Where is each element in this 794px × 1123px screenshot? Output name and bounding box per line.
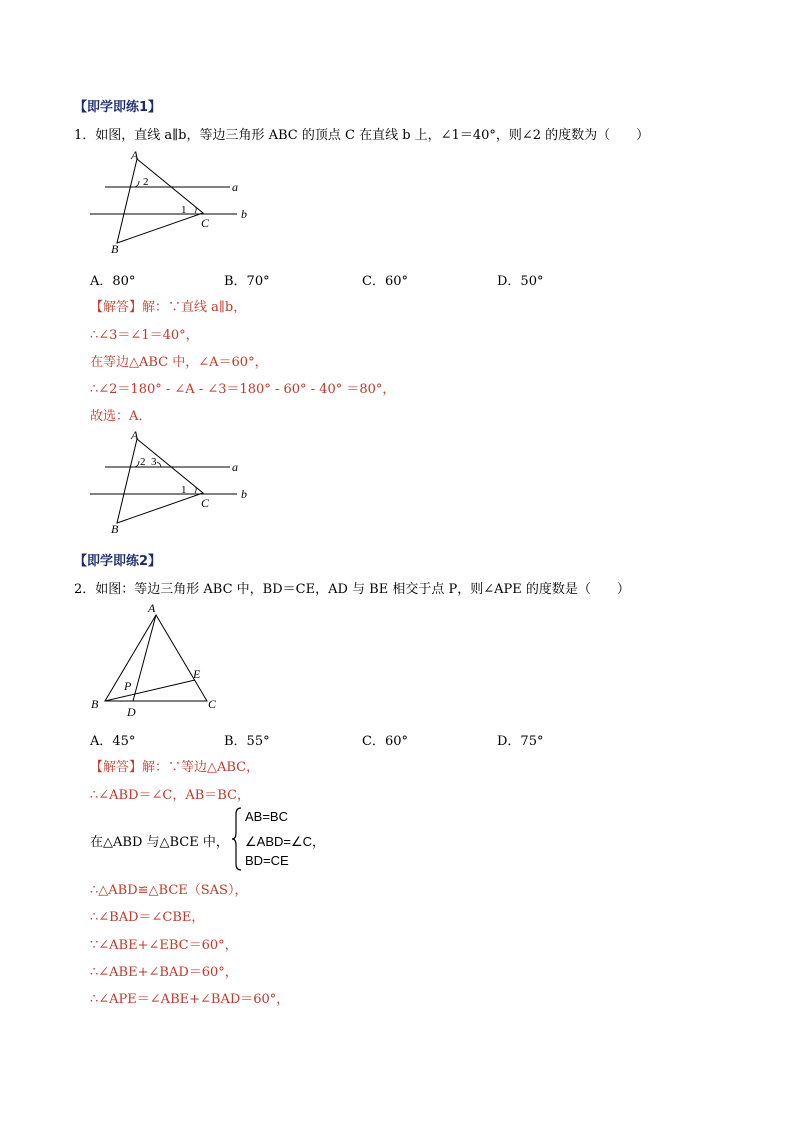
label-a: a xyxy=(232,180,238,194)
q1-option-b: B．70° xyxy=(224,274,270,289)
segment-ad xyxy=(133,615,156,701)
q2-solution-rest-1: ∴△ABD≌△BCE（SAS）， xyxy=(90,883,248,898)
label-b: b xyxy=(241,207,247,221)
angle-2-arc xyxy=(135,461,139,467)
label-angle-1: 1 xyxy=(181,204,187,216)
label-E: E xyxy=(193,667,201,681)
q1-solution-line-4: ∴∠2＝180° - ∠A - ∠3＝180° - 60° - 40° ＝80°， xyxy=(90,382,396,397)
segment-be xyxy=(105,680,195,701)
q2-solution-line-2: ∴∠ABD＝∠C，AB＝BC， xyxy=(90,788,251,803)
q2-solution-rest-5: ∴∠APE＝∠ABE+∠BAD＝60°， xyxy=(90,992,290,1007)
q2-system-line-2: ∠ABD=∠C， xyxy=(245,834,326,849)
label-A: A xyxy=(131,428,139,442)
label-D: D xyxy=(127,705,136,719)
label-C: C xyxy=(208,697,217,711)
question-2-text: 2．如图：等边三角形 ABC 中，BD＝CE，AD 与 BE 相交于点 P，则∠APE 的度数是（ ） xyxy=(74,582,630,597)
label-B: B xyxy=(111,522,119,536)
label-angle-2: 2 xyxy=(140,456,146,468)
label-P: P xyxy=(124,679,132,693)
label-B: B xyxy=(91,697,99,711)
label-C: C xyxy=(201,216,210,230)
angle-1-arc xyxy=(195,207,196,213)
angle-1-arc xyxy=(195,487,196,493)
system-brace-icon xyxy=(230,806,244,872)
label-B: B xyxy=(111,242,119,256)
q1-solution-line-1: 【解答】解：∵直线 a∥b， xyxy=(90,300,247,315)
label-b: b xyxy=(241,487,247,501)
q1-solution-line-3: 在等边△ABC 中，∠A＝60°， xyxy=(90,355,268,370)
q1-solution-line-5: 故选：A． xyxy=(90,409,152,424)
label-angle-3: 3 xyxy=(151,456,157,468)
label-A: A xyxy=(148,601,156,615)
q1-option-d: D．50° xyxy=(497,274,544,289)
q2-system-line-3: BD=CE xyxy=(245,853,289,868)
question-2-figure xyxy=(85,598,235,720)
q2-system-prefix: 在△ABD 与△BCE 中， xyxy=(90,835,229,850)
label-C: C xyxy=(201,496,210,510)
section-title-1: 【即学即练1】 xyxy=(74,100,162,115)
triangle-abc xyxy=(117,159,203,243)
label-A: A xyxy=(131,148,139,162)
q2-option-b: B．55° xyxy=(224,734,270,749)
triangle-abc xyxy=(105,615,207,701)
q2-solution-rest-3: ∵∠ABE+∠EBC＝60°， xyxy=(90,938,238,953)
q2-option-a: A．45° xyxy=(90,734,136,749)
q2-option-c: C．60° xyxy=(362,734,408,749)
q1-solution-line-2: ∴∠3＝∠1＝40°， xyxy=(90,328,199,343)
question-1-solution-figure xyxy=(85,425,260,540)
label-a: a xyxy=(232,460,238,474)
q2-solution-rest-2: ∴∠BAD＝∠CBE， xyxy=(90,910,205,925)
q1-option-a: A．80° xyxy=(90,274,136,289)
angle-2-arc xyxy=(135,181,139,187)
q2-solution-rest-4: ∴∠ABE+∠BAD＝60°， xyxy=(90,965,238,980)
q1-option-c: C．60° xyxy=(362,274,408,289)
label-angle-1: 1 xyxy=(181,484,187,496)
question-1-figure xyxy=(85,145,260,260)
label-angle-2: 2 xyxy=(143,176,149,188)
q2-system-line-1: AB=BC xyxy=(245,809,288,824)
section-title-2: 【即学即练2】 xyxy=(74,554,162,569)
question-1-text: 1．如图，直线 a∥b，等边三角形 ABC 的顶点 C 在直线 b 上，∠1＝40°，则∠2 的度数为（ ） xyxy=(74,128,650,143)
angle-3-arc xyxy=(157,462,161,467)
q2-option-d: D．75° xyxy=(497,734,544,749)
q2-solution-head: 【解答】解：∵等边△ABC， xyxy=(90,760,260,775)
triangle-abc xyxy=(117,439,203,523)
